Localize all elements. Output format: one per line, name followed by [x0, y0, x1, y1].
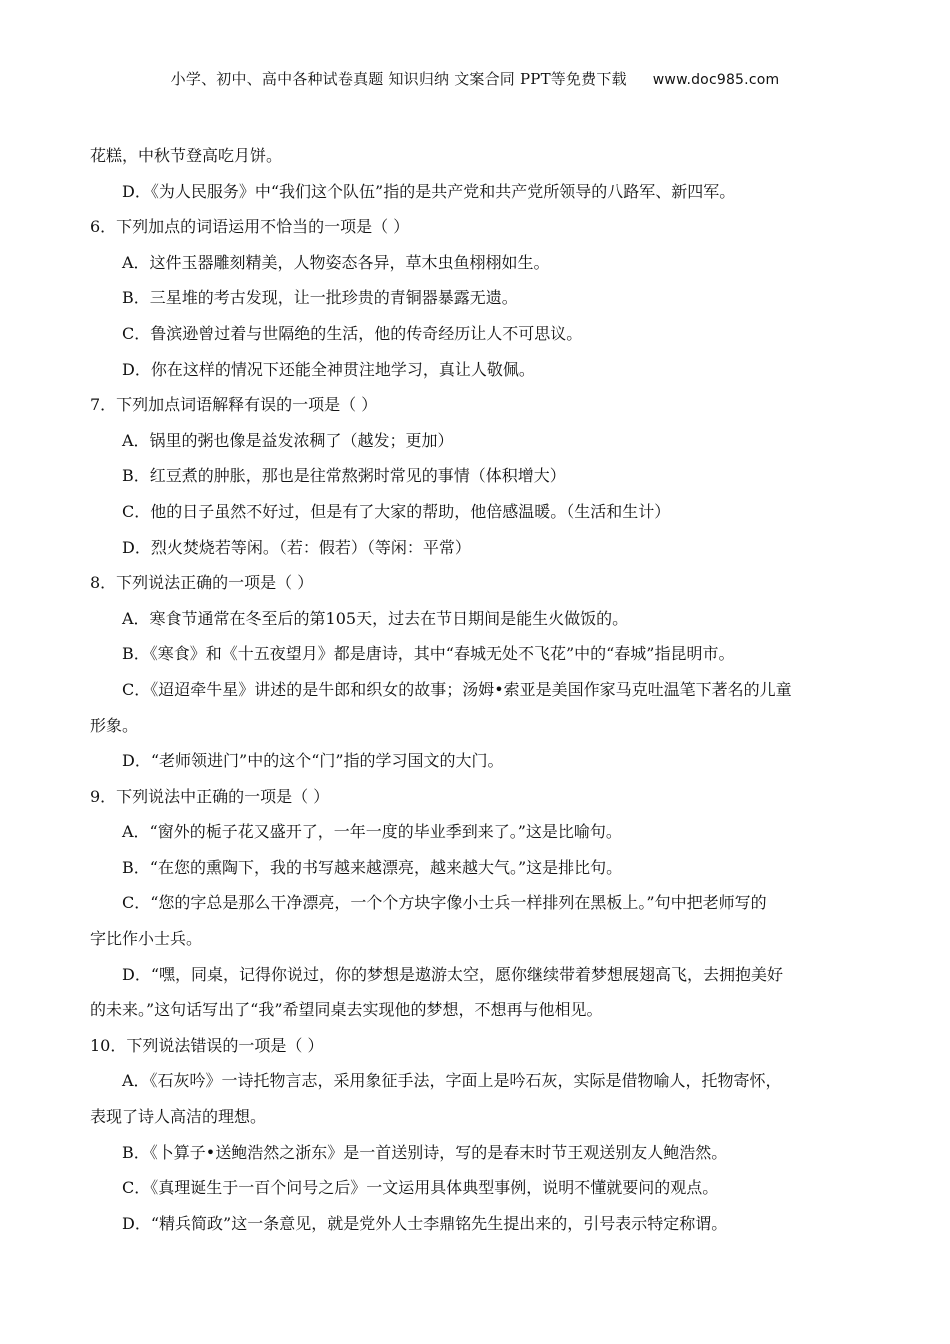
text-line: D．《为人民服务》中“我们这个队伍”指的是共产党和共产党所领导的八路军、新四军。	[122, 181, 736, 201]
text-line: 10．下列说法错误的一项是（ ）	[90, 1035, 324, 1055]
page-header	[0, 68, 950, 89]
text-line: C．“您的字总是那么干净漂亮，一个个方块字像小士兵一样排列在黑板上。”句中把老师写的	[122, 893, 767, 913]
text-line: A．寒食节通常在冬至后的第105天，过去在节日期间是能生火做饭的。	[122, 608, 629, 628]
text-line: C．鲁滨逊曾过着与世隔绝的生活，他的传奇经历让人不可思议。	[122, 323, 583, 343]
text-line: A．“窗外的栀子花又盛开了，一年一度的毕业季到来了。”这是比喻句。	[122, 822, 622, 842]
text-line: D．“精兵简政”这一条意见，就是党外人士李鼎铭先生提出来的，引号表示特定称谓。	[122, 1213, 728, 1233]
header-text: 小学、初中、高中各种试卷真题 知识归纳 文案合同 PPT等免费下载	[170, 70, 627, 88]
text-line: A．这件玉器雕刻精美，人物姿态各异，草木虫鱼栩栩如生。	[122, 252, 550, 272]
text-line: 字比作小士兵。	[90, 929, 203, 949]
text-line: 8．下列说法正确的一项是（ ）	[90, 573, 314, 593]
text-line: D．烈火焚烧若等闲。（若：假若）（等闲：平常）	[122, 537, 471, 557]
text-line: 花糕，中秋节登高吃月饼。	[90, 146, 283, 165]
text-line: A．《石灰吟》一诗托物言志，采用象征手法，字面上是吟石灰，实际是借物喻人，托物寄怀，	[122, 1071, 782, 1091]
text-line: B．《卜算子•送鲍浩然之浙东》是一首送别诗，写的是春末时节王观送别友人鲍浩然。	[122, 1142, 728, 1162]
text-line: D．你在这样的情况下还能全神贯注地学习，真让人敬佩。	[122, 359, 535, 379]
text-line: 7．下列加点词语解释有误的一项是（ ）	[90, 395, 378, 415]
text-line: B．《寒食》和《十五夜望月》都是唐诗，其中“春城无处不飞花”中的“春城”指昆明市。	[122, 644, 735, 664]
text-line: D．“老师领进门”中的这个“门”指的学习国文的大门。	[122, 751, 504, 771]
document-body	[90, 138, 860, 1241]
text-line: 9．下列说法中正确的一项是（ ）	[90, 786, 330, 806]
text-line: D．“嘿，同桌，记得你说过，你的梦想是遨游太空，愿你继续带着梦想展翅高飞，去拥抱美好	[122, 964, 784, 984]
text-line: B．“在您的熏陶下，我的书写越来越漂亮，越来越大气。”这是排比句。	[122, 857, 623, 877]
text-line: C．《真理诞生于一百个问号之后》一文运用具体典型事例，说明不懂就要问的观点。	[122, 1178, 719, 1198]
text-line: 表现了诗人高洁的理想。	[90, 1107, 267, 1127]
text-line: 形象。	[90, 715, 139, 735]
text-line: C．《迢迢牵牛星》讲述的是牛郎和织女的故事；汤姆•索亚是美国作家马克吐温笔下著名的儿童	[122, 679, 792, 699]
text-line: B．红豆煮的肿胀，那也是往常熬粥时常见的事情（体积增大）	[122, 466, 566, 486]
text-line: C．他的日子虽然不好过，但是有了大家的帮助，他倍感温暖。（生活和生计）	[122, 501, 671, 521]
text-line: A．锅里的粥也像是益发浓稠了（越发；更加）	[122, 430, 454, 450]
header-site-link[interactable]: www.doc985.com	[652, 72, 780, 88]
text-line: B．三星堆的考古发现，让一批珍贵的青铜器暴露无遗。	[122, 288, 518, 308]
text-line: 6．下列加点的词语运用不恰当的一项是（ ）	[90, 217, 410, 237]
text-line: 的未来。”这句话写出了“我”希望同桌去实现他的梦想，不想再与他相见。	[90, 1000, 603, 1020]
